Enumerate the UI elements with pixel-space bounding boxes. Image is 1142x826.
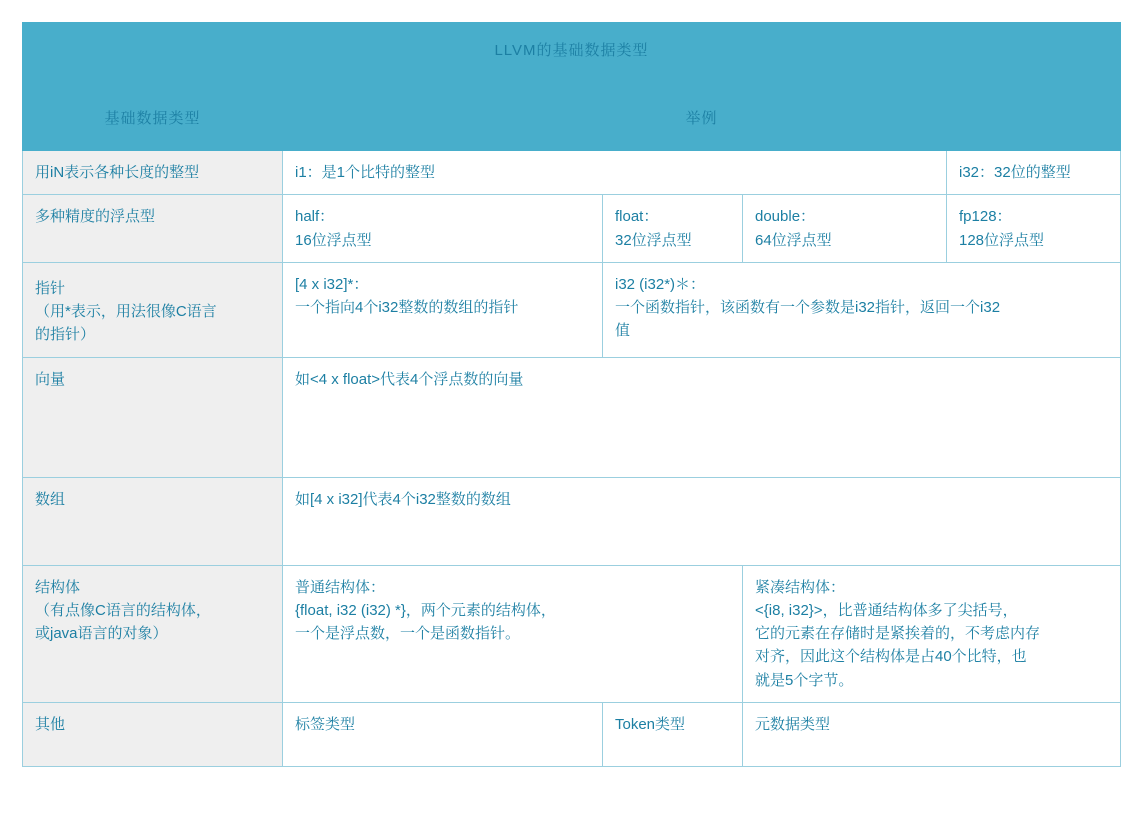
cell-line: fp128： [959,208,1012,226]
row-label-line: （有点像C语言的结构体， [35,601,211,619]
row-label-line: 指针 [35,279,66,297]
table-row [23,565,1121,702]
table-row [23,262,1121,357]
cell-line: 如<4 x float>代表4个浮点数的向量 [295,370,524,388]
row-cell [283,565,743,702]
cell-line: 就是5个字节。 [755,671,854,689]
row-label-line: 的指针） [35,326,96,344]
cell-line: <{i8, i32}>，比普通结构体多了尖括号， [755,601,1018,619]
cell-line: i32：32位的整型 [959,164,1071,181]
row-label [23,565,283,702]
cell-line: {float, i32 (i32) *}，两个元素的结构体， [295,601,556,619]
cell-line: i1：是1个比特的整型 [295,164,436,181]
cell-line: 元数据类型 [755,715,831,733]
row-label [23,195,283,263]
cell-line: 值 [615,322,631,340]
cell-line: double： [755,208,816,226]
column-header-type: 基础数据类型 [23,93,283,151]
row-cell [283,357,1121,477]
table-row [23,357,1121,477]
llvm-types-table [22,22,1121,767]
row-label [23,151,283,195]
cell-line: 一个是浮点数，一个是函数指针。 [295,625,521,642]
row-cell [283,151,947,195]
cell-line: 普通结构体： [295,578,386,596]
row-label-line: 向量 [35,370,66,388]
table-row [23,151,1121,195]
row-cell [947,151,1121,195]
row-cell [743,702,1121,766]
row-label-line: 用iN表示各种长度的整型 [35,164,200,181]
table-header-row [23,93,1121,151]
row-cell [743,195,947,263]
row-label-line: 多种精度的浮点型 [35,208,156,226]
row-label [23,262,283,357]
cell-line: Token类型 [615,715,686,733]
cell-line: i32 (i32*)＊： [615,275,706,293]
row-cell [283,702,603,766]
cell-line: 64位浮点型 [755,231,832,249]
cell-line: 一个指向4个i32整数的数组的指针 [295,299,519,316]
row-label [23,477,283,565]
row-label-line: （用*表示，用法很像C语言 [35,303,217,320]
table-row [23,477,1121,565]
table-row [23,195,1121,263]
row-label-line: 或java语言的对象） [35,625,168,642]
row-label-line: 数组 [35,490,66,508]
cell-line: 对齐，因此这个结构体是占40个比特，也 [755,648,1027,666]
row-cell [743,565,1121,702]
row-cell [603,702,743,766]
cell-line: 如[4 x i32]代表4个i32整数的数组 [295,490,511,508]
cell-line: 一个函数指针，该函数有一个参数是i32指针，返回一个i32 [615,299,1001,316]
page-title: LLVM的基础数据类型 [23,23,1121,93]
cell-line: 它的元素在存储时是紧挨着的，不考虑内存 [755,625,1041,642]
row-cell [283,477,1121,565]
row-cell [283,195,603,263]
row-cell [603,262,1121,357]
cell-line: 紧凑结构体： [755,578,846,596]
cell-line: float： [615,208,659,226]
cell-line: 标签类型 [295,715,356,733]
row-cell [603,195,743,263]
table-row [23,702,1121,766]
row-cell [283,262,603,357]
cell-line: 128位浮点型 [959,231,1045,249]
row-label [23,357,283,477]
row-label-line: 其他 [35,715,66,733]
cell-line: [4 x i32]*： [295,275,369,293]
row-label [23,702,283,766]
cell-line: 32位浮点型 [615,231,692,249]
table-title-row [23,23,1121,93]
cell-line: half： [295,208,335,226]
row-label-line: 结构体 [35,578,81,596]
cell-line: 16位浮点型 [295,231,372,249]
column-header-example: 举例 [283,93,1121,151]
row-cell [947,195,1121,263]
